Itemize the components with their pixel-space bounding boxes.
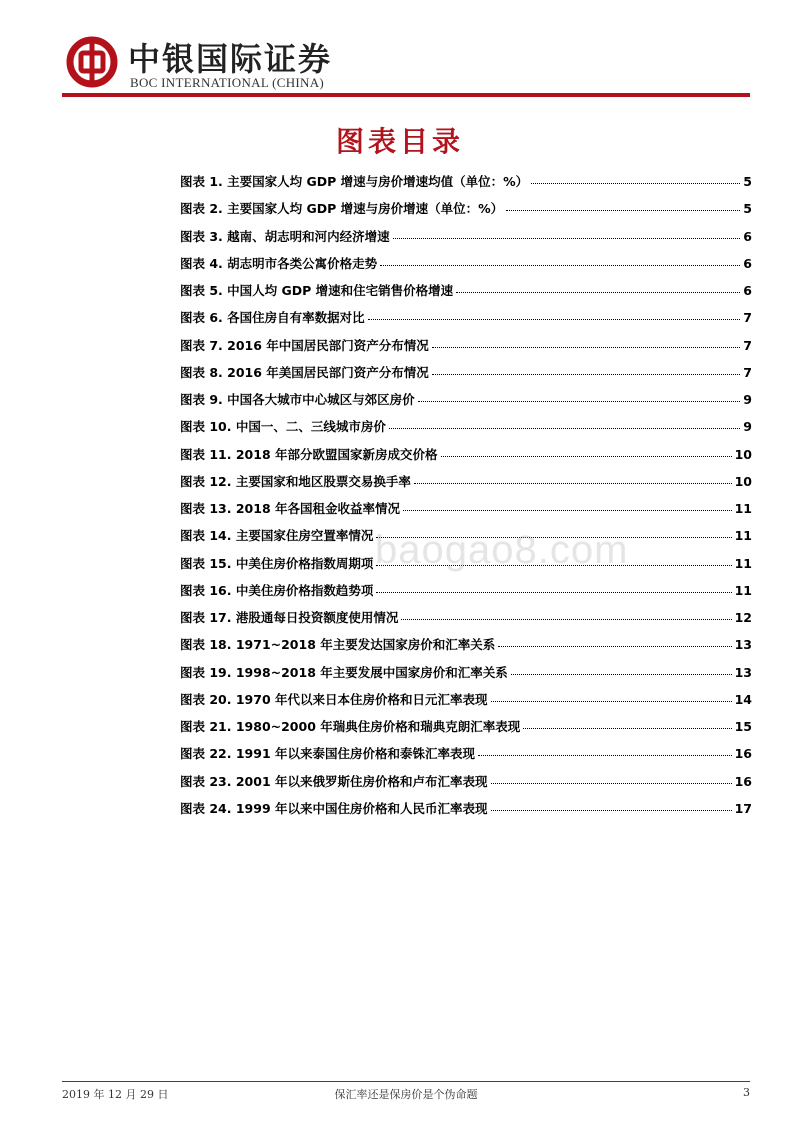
toc-entry-label: 图表 1. 主要国家人均 GDP 增速与房价增速均值（单位：%） [180, 174, 529, 189]
toc-entry-page: 9 [743, 392, 752, 407]
toc-entry-page: 11 [734, 501, 752, 516]
table-of-figures [180, 172, 752, 826]
toc-entry-label: 图表 20. 1970 年代以来日本住房价格和日元汇率表现 [180, 691, 488, 707]
toc-dot-leader [432, 347, 741, 348]
logo-english-name: BOC INTERNATIONAL (CHINA) [130, 75, 325, 90]
toc-entry-label: 图表 18. 1971~2018 年主要发达国家房价和汇率关系 [180, 637, 496, 653]
toc-dot-leader [389, 428, 740, 429]
toc-entry-label: 图表 2. 主要国家人均 GDP 增速与房价增速（单位：%） [180, 201, 504, 217]
toc-entry-label: 图表 11. 2018 年部分欧盟国家新房成交价格 [180, 446, 438, 462]
toc-entry[interactable] [180, 744, 752, 771]
toc-entry-label: 图表 21. 1980~2000 年瑞典住房价格和瑞典克朗汇率表现 [180, 719, 521, 734]
toc-entry-label: 图表 10. 中国一、二、三线城市房价 [180, 419, 386, 435]
footer-report-title: 保汇率还是保房价是个伪命题 [334, 1088, 478, 1101]
toc-dot-leader [511, 674, 732, 675]
toc-dot-leader [491, 810, 732, 811]
page-footer [62, 1086, 750, 1102]
toc-entry-page: 12 [734, 610, 752, 625]
toc-entry-label: 图表 13. 2018 年各国租金收益率情况 [180, 501, 400, 516]
boc-logo-icon [66, 36, 118, 88]
toc-entry-label: 图表 17. 港股通每日投资额度使用情况 [180, 610, 399, 625]
toc-entry-label: 图表 3. 越南、胡志明和河内经济增速 [180, 228, 390, 244]
toc-entry-label: 图表 14. 主要国家住房空置率情况 [180, 528, 374, 544]
toc-entry[interactable] [180, 254, 752, 281]
toc-entry-page: 14 [734, 691, 752, 707]
toc-entry[interactable] [180, 445, 752, 472]
toc-dot-leader [523, 728, 731, 729]
logo-chinese-name: 中银国际证券 [128, 40, 333, 78]
toc-entry[interactable] [180, 690, 752, 717]
toc-dot-leader [498, 646, 731, 647]
header-divider [62, 93, 750, 97]
toc-entry-page: 7 [743, 364, 752, 380]
toc-dot-leader [432, 374, 741, 375]
toc-dot-leader [393, 238, 741, 239]
footer-divider [62, 1081, 750, 1082]
toc-entry-label: 图表 12. 主要国家和地区股票交易换手率 [180, 473, 411, 489]
toc-dot-leader [441, 456, 732, 457]
toc-entry-label: 图表 4. 胡志明市各类公寓价格走势 [180, 255, 378, 271]
toc-entry-page: 10 [734, 446, 752, 462]
toc-entry-label: 图表 6. 各国住房自有率数据对比 [180, 310, 365, 326]
toc-dot-leader [456, 292, 740, 293]
footer-page-number: 3 [743, 1086, 750, 1099]
toc-entry-page: 17 [734, 800, 752, 816]
toc-entry[interactable] [180, 499, 752, 526]
toc-entry-label: 图表 5. 中国人均 GDP 增速和住宅销售价格增速 [180, 283, 454, 298]
toc-entry-page: 11 [734, 528, 752, 544]
toc-entry[interactable] [180, 390, 752, 417]
toc-entry[interactable] [180, 417, 752, 444]
toc-dot-leader [491, 701, 732, 702]
toc-entry[interactable] [180, 799, 752, 826]
toc-dot-leader [401, 619, 731, 620]
toc-entry[interactable] [180, 663, 752, 690]
toc-dot-leader [376, 592, 731, 593]
toc-entry-page: 11 [734, 582, 752, 598]
toc-entry-page: 16 [734, 773, 752, 789]
toc-entry-page: 5 [743, 201, 752, 217]
toc-entry-page: 15 [734, 719, 752, 734]
toc-entry-label: 图表 22. 1991 年以来泰国住房价格和泰铢汇率表现 [180, 746, 475, 762]
toc-dot-leader [506, 210, 740, 211]
toc-entry-page: 13 [734, 664, 752, 680]
toc-entry-label: 图表 19. 1998~2018 年主要发展中国家房价和汇率关系 [180, 664, 508, 680]
toc-entry[interactable] [180, 336, 752, 363]
toc-entry-label: 图表 16. 中美住房价格指数趋势项 [180, 582, 374, 598]
toc-entry[interactable] [180, 608, 752, 635]
toc-dot-leader [491, 783, 732, 784]
toc-entry[interactable] [180, 199, 752, 226]
toc-entry[interactable] [180, 772, 752, 799]
toc-entry[interactable] [180, 635, 752, 662]
toc-entry-page: 10 [734, 473, 752, 489]
footer-date: 2019 年 12 月 29 日 [62, 1088, 169, 1101]
toc-dot-leader [418, 401, 741, 402]
toc-entry[interactable] [180, 308, 752, 335]
toc-entry-page: 6 [743, 228, 752, 244]
page-title: 图表目录 [335, 125, 464, 158]
toc-entry-page: 11 [734, 555, 752, 571]
toc-entry-page: 16 [734, 746, 752, 762]
page-header [62, 32, 752, 94]
toc-dot-leader [380, 265, 740, 266]
toc-entry-label: 图表 24. 1999 年以来中国住房价格和人民币汇率表现 [180, 800, 488, 816]
toc-entry-label: 图表 23. 2001 年以来俄罗斯住房价格和卢布汇率表现 [180, 773, 488, 789]
toc-entry-page: 9 [743, 419, 752, 435]
toc-entry-label: 图表 7. 2016 年中国居民部门资产分布情况 [180, 337, 429, 353]
toc-entry-page: 7 [743, 337, 752, 353]
toc-entry-label: 图表 9. 中国各大城市中心城区与郊区房价 [180, 392, 415, 407]
toc-entry-label: 图表 8. 2016 年美国居民部门资产分布情况 [180, 364, 429, 380]
toc-entry[interactable] [180, 172, 752, 199]
toc-entry-label: 图表 15. 中美住房价格指数周期项 [180, 555, 374, 571]
toc-dot-leader [414, 483, 732, 484]
toc-entry-page: 13 [734, 637, 752, 653]
toc-entry[interactable] [180, 581, 752, 608]
toc-dot-leader [403, 510, 732, 511]
toc-entry-page: 6 [743, 283, 752, 298]
toc-entry[interactable] [180, 717, 752, 744]
toc-dot-leader [368, 319, 741, 320]
toc-entry[interactable] [180, 363, 752, 390]
toc-entry[interactable] [180, 281, 752, 308]
watermark: baogao8.com [375, 528, 629, 572]
toc-entry[interactable] [180, 472, 752, 499]
toc-entry-page: 7 [743, 310, 752, 326]
toc-entry-page: 5 [743, 174, 752, 189]
toc-entry-page: 6 [743, 255, 752, 271]
toc-dot-leader [478, 755, 732, 756]
toc-entry[interactable] [180, 227, 752, 254]
toc-dot-leader [531, 183, 740, 184]
